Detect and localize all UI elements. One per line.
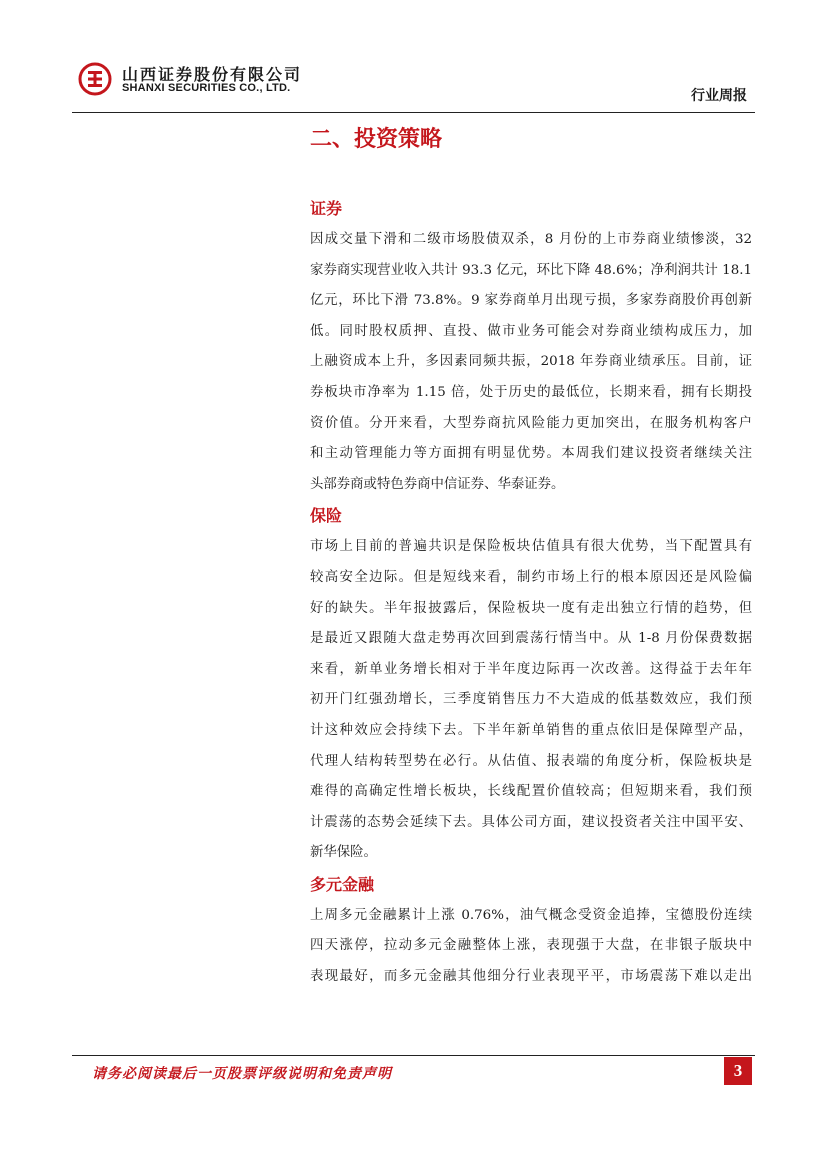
subsection-insurance	[310, 500, 752, 869]
subsection-diversified-finance	[310, 869, 752, 993]
section-title: 二、投资策略	[310, 127, 443, 152]
paragraph-line: 较高安全边际。但是短线来看，制约市场上行的根本原因还是风险偏	[310, 569, 752, 585]
paragraph-line: 市场上目前的普遍共识是保险板块估值具有很大优势，当下配置具有	[310, 539, 752, 555]
subsection-securities	[310, 193, 752, 500]
main-content	[310, 125, 752, 993]
paragraph-line: 低。同时股权质押、直投、做市业务可能会对券商业绩构成压力，加	[310, 323, 752, 339]
paragraph-line: 头部券商或特色券商中信证券、华泰证券。	[310, 476, 565, 492]
company-name-cn: 山西证券股份有限公司	[122, 65, 303, 84]
subsection-paragraph	[310, 225, 752, 500]
header-divider	[72, 112, 755, 113]
paragraph-line: 亿元，环比下滑 73.8%。9 家券商单月出现亏损，多家券商股价再创新	[310, 293, 752, 309]
shanxi-securities-logo-icon	[78, 62, 112, 96]
paragraph-line: 计这种效应会持续下去。下半年新单销售的重点依旧是保障型产品，	[310, 722, 752, 738]
subsection-paragraph	[310, 532, 752, 869]
paragraph-line: 资价值。分开来看，大型券商抗风险能力更加突出，在服务机构客户	[310, 415, 752, 431]
paragraph-line: 上融资成本上升，多因素同频共振，2018 年券商业绩承压。目前，证	[310, 354, 752, 370]
paragraph-line: 是最近又跟随大盘走势再次回到震荡行情当中。从 1-8 月份保费数据	[310, 631, 752, 647]
subsection-paragraph	[310, 901, 752, 993]
subsection-title: 证券	[310, 199, 343, 218]
paragraph-line: 新华保险。	[310, 845, 377, 861]
page-number: 3	[724, 1057, 752, 1085]
paragraph-line: 难得的高确定性增长板块，长线配置价值较高；但短期来看，我们预	[310, 784, 752, 800]
report-type-label: 行业周报	[691, 88, 747, 104]
paragraph-line: 初开门红强劲增长，三季度销售压力不大造成的低基数效应，我们预	[310, 692, 752, 708]
subsection-title: 多元金融	[310, 874, 375, 894]
paragraph-line: 代理人结构转型势在必行。从估值、报表端的角度分析，保险板块是	[310, 753, 752, 769]
footer-divider	[72, 1055, 755, 1056]
paragraph-line: 因成交量下滑和二级市场股债双杀，8 月份的上市券商业绩惨淡，32	[310, 232, 752, 247]
paragraph-line: 上周多元金融累计上涨 0.76%，油气概念受资金追捧，宝德股份连续	[310, 907, 752, 923]
paragraph-line: 券板块市净率为 1.15 倍，处于历史的最低位，长期来看，拥有长期投	[310, 384, 752, 400]
subsection-title: 保险	[310, 506, 343, 526]
paragraph-line: 计震荡的态势会延续下去。具体公司方面，建议投资者关注中国平安、	[310, 814, 752, 830]
paragraph-line: 家券商实现营业收入共计 93.3 亿元，环比下降 48.6%；净利润共计 18.1	[310, 262, 752, 278]
company-name-en: SHANXI SECURITIES CO., LTD.	[122, 82, 291, 94]
paragraph-line: 好的缺失。半年报披露后，保险板块一度有走出独立行情的趋势，但	[310, 600, 752, 616]
paragraph-line: 来看，新单业务增长相对于半年度边际再一次改善。这得益于去年年	[310, 661, 752, 677]
disclaimer-text: 请务必阅读最后一页股票评级说明和免责声明	[92, 1066, 392, 1082]
paragraph-line: 和主动管理能力等方面拥有明显优势。本周我们建议投资者继续关注	[310, 446, 752, 462]
paragraph-line: 表现最好，而多元金融其他细分行业表现平平，市场震荡下难以走出	[310, 969, 752, 985]
paragraph-line: 四天涨停，拉动多元金融整体上涨，表现强于大盘，在非银子版块中	[310, 938, 752, 954]
